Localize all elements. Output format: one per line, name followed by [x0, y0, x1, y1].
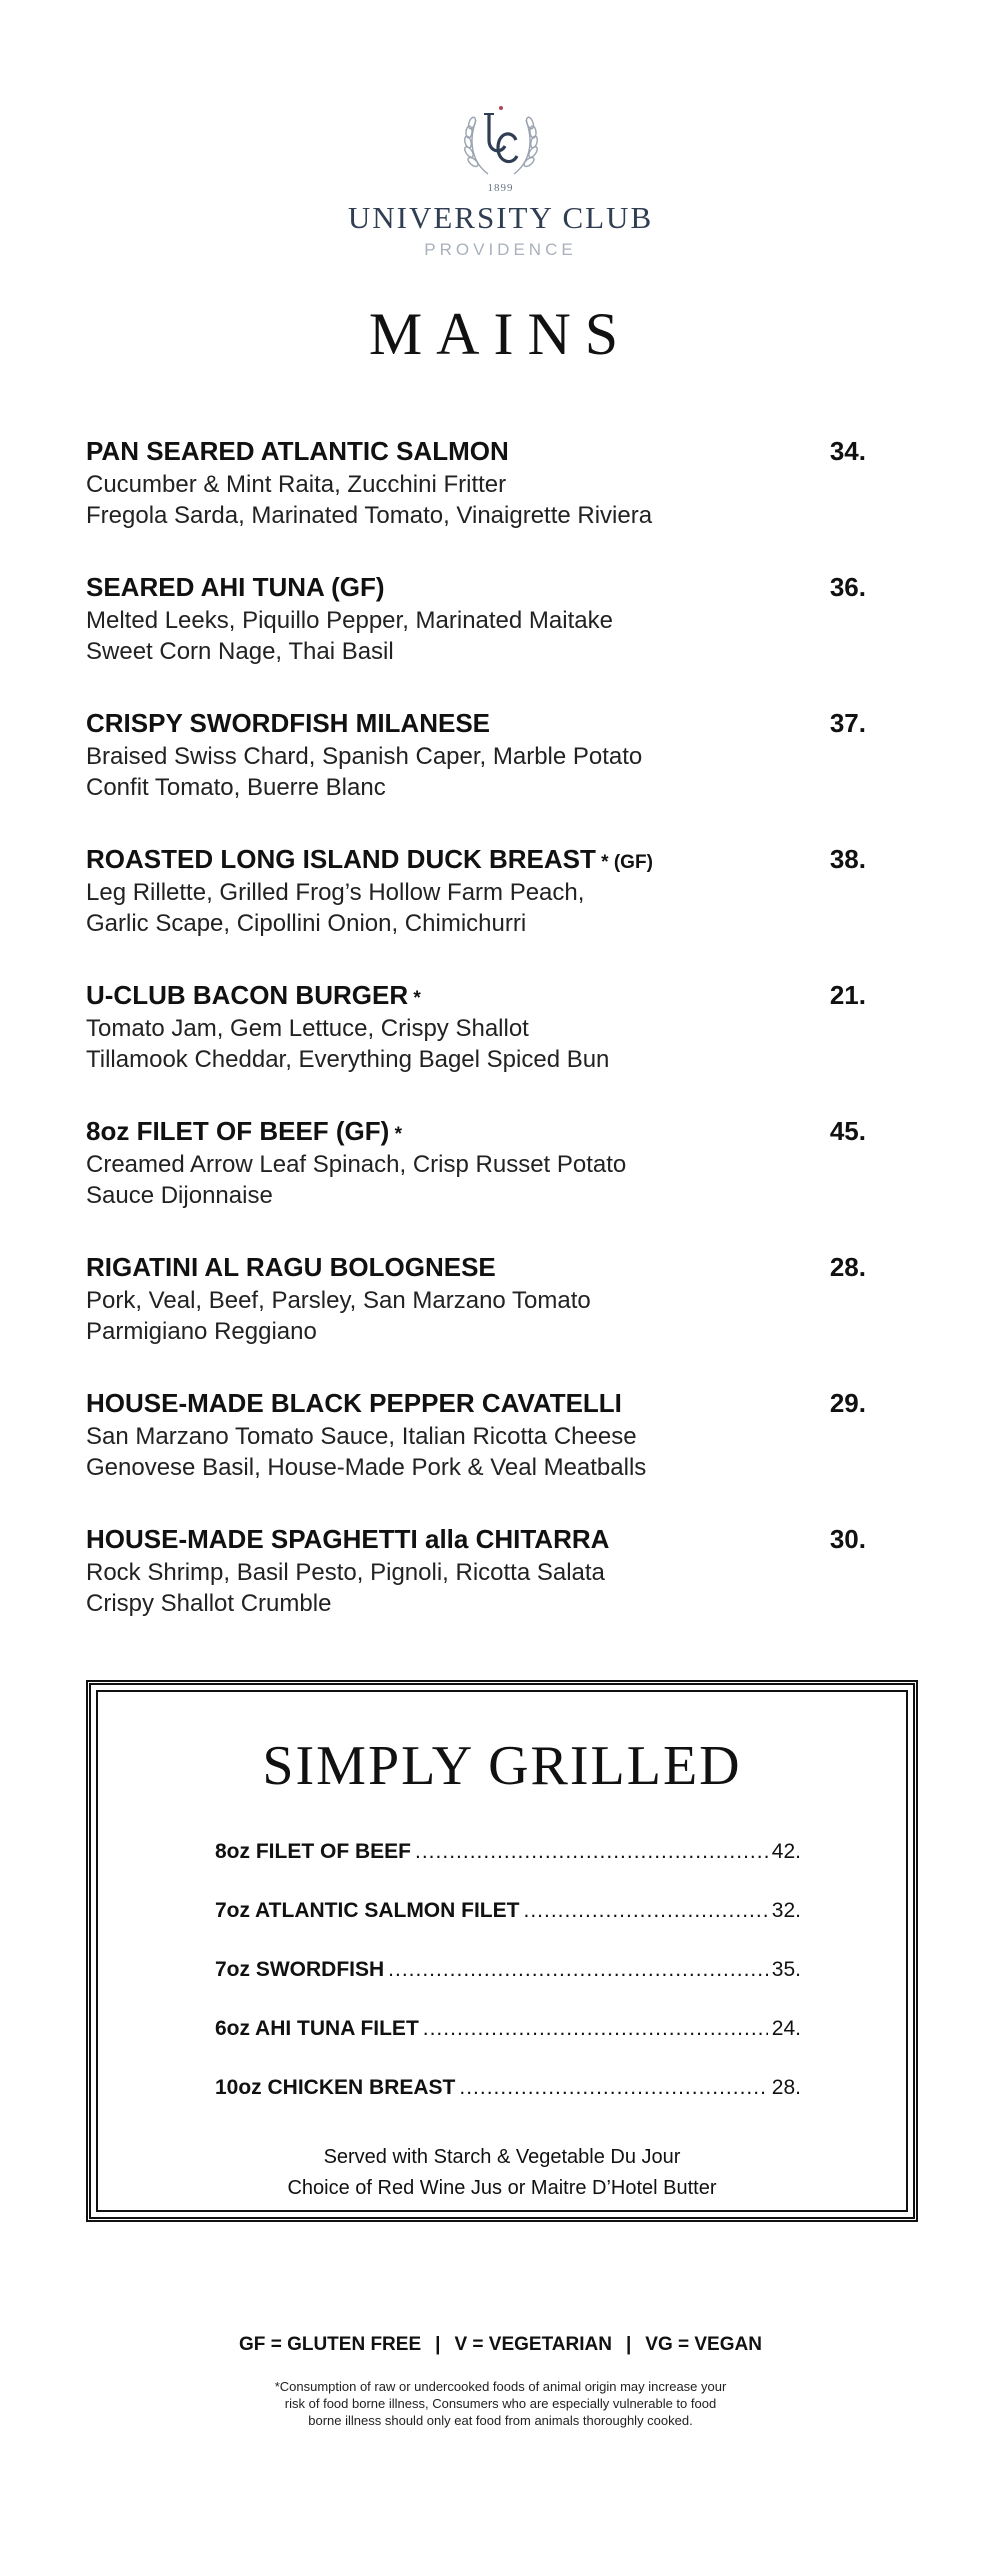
- item-description: Pork, Veal, Beef, Parsley, San Marzano Tomato Parmigiano Reggiano: [86, 1287, 591, 1345]
- simply-grilled-title: SIMPLY GRILLED: [262, 1735, 742, 1797]
- item-price: 28.: [829, 1252, 866, 1282]
- grilled-item-name: 10oz CHICKEN BREAST: [215, 2076, 456, 2099]
- item-name: SEARED AHI TUNA (GF): [86, 572, 385, 602]
- grilled-item-name: 7oz ATLANTIC SALMON FILET: [215, 1899, 520, 1922]
- grilled-item-price: 42.: [771, 1840, 801, 1863]
- grilled-list: [215, 1840, 801, 2135]
- established-year: 1899: [487, 182, 514, 194]
- item-description: Braised Swiss Chard, Spanish Caper, Marble Potato Confit Tomato, Buerre Blanc: [86, 743, 643, 801]
- grilled-item: [215, 1840, 801, 1899]
- legend-vegan: VG = VEGAN: [645, 2334, 762, 2355]
- item-price: 36.: [829, 572, 866, 602]
- simply-grilled-inner-border: [96, 1690, 908, 2212]
- dot-leader: [388, 1958, 768, 1982]
- menu-item: [86, 436, 866, 572]
- menu-item: [86, 1252, 866, 1388]
- item-name: ROASTED LONG ISLAND DUCK BREAST * (GF): [86, 844, 653, 874]
- grilled-item-price: 24.: [771, 2017, 801, 2040]
- legend-separator: |: [625, 2334, 632, 2355]
- dot-leader: [523, 1899, 767, 1923]
- grilled-item-price: 35.: [771, 1958, 801, 1981]
- item-price: 29.: [829, 1388, 866, 1418]
- item-price: 45.: [829, 1116, 866, 1146]
- item-price: 30.: [829, 1524, 866, 1554]
- item-name: PAN SEARED ATLANTIC SALMON: [86, 436, 509, 466]
- grilled-item-price: 32.: [771, 1899, 801, 1922]
- grilled-item: [215, 1958, 801, 2017]
- grilled-item: [215, 2017, 801, 2076]
- dot-leader: [423, 2017, 768, 2041]
- menu-item: [86, 1524, 866, 1660]
- grilled-item-price: 28.: [771, 2076, 801, 2099]
- item-description: Leg Rillette, Grilled Frog’s Hollow Farm Peach, Garlic Scape, Cipollini Onion, Chimichurri: [86, 879, 585, 937]
- simply-grilled-box: [86, 1680, 918, 2222]
- grilled-note-line: Choice of Red Wine Jus or Maitre D’Hotel Butter: [287, 2177, 717, 2199]
- item-description: Tomato Jam, Gem Lettuce, Crispy Shallot Tillamook Cheddar, Everything Bagel Spiced Bun: [86, 1015, 610, 1073]
- item-name: U-CLUB BACON BURGER *: [86, 980, 421, 1010]
- dot-leader: [459, 2076, 767, 2100]
- club-city: PROVIDENCE: [424, 240, 577, 259]
- item-name: HOUSE-MADE SPAGHETTI alla CHITARRA: [86, 1524, 610, 1554]
- club-name: UNIVERSITY CLUB: [347, 200, 654, 235]
- item-description: Rock Shrimp, Basil Pesto, Pignoli, Ricotta Salata Crispy Shallot Crumble: [86, 1559, 605, 1617]
- item-price: 34.: [829, 436, 866, 466]
- grilled-note-line: Served with Starch & Vegetable Du Jour: [323, 2146, 681, 2168]
- item-price: 38.: [829, 844, 866, 874]
- item-price: 37.: [829, 708, 866, 738]
- item-description: Creamed Arrow Leaf Spinach, Crisp Russet Potato Sauce Dijonnaise: [86, 1151, 627, 1209]
- grilled-item: [215, 2076, 801, 2135]
- club-logo: [0, 100, 1001, 270]
- menu-item: [86, 708, 866, 844]
- item-name: CRISPY SWORDFISH MILANESE: [86, 708, 491, 738]
- dot-leader: [415, 1840, 768, 1864]
- menu-item: [86, 844, 866, 980]
- mains-title: MAINS: [368, 301, 633, 367]
- legend-vegetarian: V = VEGETARIAN: [454, 2334, 612, 2355]
- legend-gluten-free: GF = GLUTEN FREE: [239, 2334, 422, 2355]
- grilled-item-name: 8oz FILET OF BEEF: [215, 1840, 412, 1863]
- dietary-legend: [0, 2334, 1001, 2356]
- food-safety-disclaimer: *Consumption of raw or undercooked foods of animal origin may increase your risk of food borne illness, Consumers who are especially vulnerable to food borne illness should only eat food from animals thoroughly cooked.: [274, 2379, 727, 2428]
- menu-item: [86, 980, 866, 1116]
- grilled-item-name: 7oz SWORDFISH: [215, 1958, 385, 1981]
- legend-separator: |: [435, 2334, 441, 2355]
- item-description: Melted Leeks, Piquillo Pepper, Marinated Maitake Sweet Corn Nage, Thai Basil: [86, 607, 613, 665]
- item-name: RIGATINI AL RAGU BOLOGNESE: [86, 1252, 496, 1282]
- item-price: 21.: [829, 980, 866, 1010]
- menu-item: [86, 1116, 866, 1252]
- menu-item: [86, 1388, 866, 1524]
- grilled-item: [215, 1899, 801, 1958]
- laurel-monogram-icon: [458, 100, 544, 182]
- mains-list: [86, 436, 866, 1660]
- item-name: 8oz FILET OF BEEF (GF) *: [86, 1116, 403, 1146]
- menu-item: [86, 572, 866, 708]
- item-name: HOUSE-MADE BLACK PEPPER CAVATELLI: [86, 1388, 622, 1418]
- grilled-note: [98, 2142, 906, 2204]
- item-description: San Marzano Tomato Sauce, Italian Ricotta Cheese Genovese Basil, House-Made Pork & Veal Meatballs: [86, 1423, 647, 1481]
- grilled-item-name: 6oz AHI TUNA FILET: [215, 2017, 419, 2040]
- item-description: Cucumber & Mint Raita, Zucchini Fritter Fregola Sarda, Marinated Tomato, Vinaigrette Riviera: [86, 471, 653, 529]
